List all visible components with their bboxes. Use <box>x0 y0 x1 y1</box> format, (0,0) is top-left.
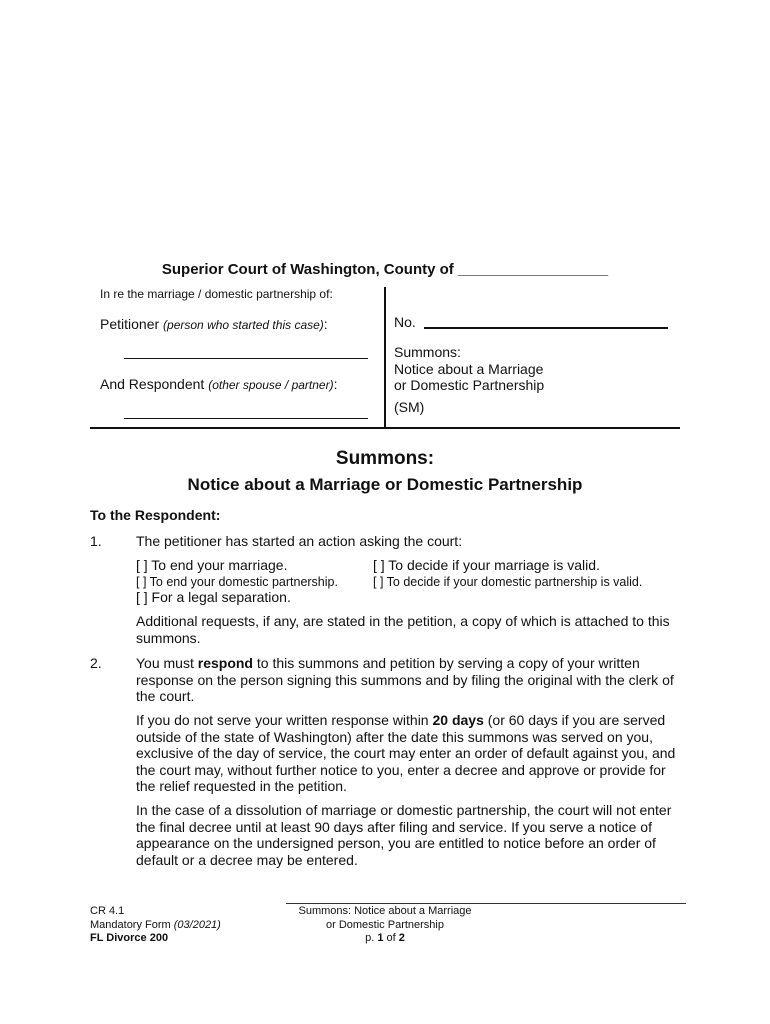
respond-paragraph <box>136 655 674 705</box>
respondent-note: (other spouse / partner) <box>208 378 334 392</box>
caption-line-3: or Domestic Partnership <box>394 377 545 393</box>
petitioner-text: Petitioner <box>100 316 160 332</box>
dissolution-line-3: appearance on the undersigned person, you are entitled to notice before an order of <box>136 835 656 851</box>
footer-center-line-2: or Domestic Partnership <box>326 918 444 931</box>
petitioner-name-line[interactable] <box>124 358 368 359</box>
additional-requests <box>136 613 670 646</box>
footer-center <box>270 905 500 946</box>
footer-page-number <box>270 932 500 946</box>
dissolution-line-1: In the case of a dissolution of marriage or domestic partnership, the court will not enter <box>136 802 672 818</box>
footer-form-id: FL Divorce 200 <box>90 932 169 944</box>
checkbox-end-marriage[interactable]: [ ] To end your marriage. <box>136 557 288 573</box>
dissolution-line-2: the final decree until at least 90 days after filing and service. If you serve a notice of <box>136 818 652 835</box>
caption-line-2: Notice about a Marriage <box>394 360 544 377</box>
footer-page-current: 1 <box>377 932 384 944</box>
document-subtitle: Notice about a Marriage or Domestic Partnership <box>187 475 583 494</box>
item-2-number: 2. <box>90 655 102 671</box>
footer-rule <box>286 903 686 904</box>
document-caption <box>394 344 544 415</box>
respond-pre: You must <box>136 655 198 671</box>
dissolution-paragraph <box>136 802 671 868</box>
footer-page-prefix: p. <box>365 932 378 944</box>
footer-center-line-1: Summons: Notice about a Marriage <box>298 905 472 917</box>
default-line-4: the court may, without further notice to you, enter a decree and approve or provide for <box>136 761 666 778</box>
footer-form-date: (03/2021) <box>173 918 221 931</box>
petitioner-colon: : <box>323 316 328 332</box>
respondent-name-line[interactable] <box>124 418 368 419</box>
additional-line-1: Additional requests, if any, are stated in the petition, a copy of which is attached to this <box>136 613 670 629</box>
case-number-label: No. <box>394 314 416 330</box>
respondent-label <box>100 376 338 392</box>
caption-divider <box>384 287 386 428</box>
checkbox-marriage-valid[interactable]: [ ] To decide if your marriage is valid. <box>373 557 600 573</box>
footer-page-total: 2 <box>398 932 405 944</box>
respond-post: to this summons and petition by serving a copy of your written <box>252 655 640 671</box>
respond-line-3: the court. <box>136 688 195 704</box>
checkbox-end-partnership[interactable]: [ ] To end your domestic partnership. <box>136 575 338 589</box>
respond-line-1 <box>136 655 674 672</box>
item-1-number: 1. <box>90 533 102 549</box>
document-title: Summons: <box>335 448 435 469</box>
default-post: (or 60 days if you are served <box>483 712 666 728</box>
footer-rule-cite: CR 4.1 <box>90 905 125 917</box>
default-line-3: exclusive of the day of service, the court may enter an order of default against you, and <box>136 745 676 761</box>
default-line-2: outside of the state of Washington) after the date this summons was served on you, <box>136 728 653 745</box>
dissolution-line-4: default or a decree may be entered. <box>136 851 358 868</box>
respondent-text: And Respondent <box>100 376 205 392</box>
default-line-5: the relief requested in the petition. <box>136 778 347 794</box>
petitioner-label <box>100 316 328 332</box>
salutation: To the Respondent: <box>90 507 221 523</box>
default-bold: 20 days <box>432 712 484 728</box>
caption-line-1: Summons: <box>394 344 461 360</box>
court-title: Superior Court of Washington, County of __________________ <box>161 261 609 278</box>
default-line-1 <box>136 712 675 729</box>
respond-bold: respond <box>197 655 253 671</box>
additional-line-2: summons. <box>136 629 201 646</box>
petitioner-note: (person who started this case) <box>163 318 324 332</box>
default-paragraph <box>136 712 675 795</box>
checkbox-partnership-valid[interactable]: [ ] To decide if your domestic partnership is valid. <box>373 575 643 589</box>
respondent-colon: : <box>333 376 338 392</box>
caption-bottom-rule <box>90 427 680 429</box>
respond-line-2: response on the person signing this summons and by filing the original with the clerk of <box>136 671 674 688</box>
footer-form-type <box>90 919 221 933</box>
caption-code: (SM) <box>394 398 425 415</box>
footer-page-of: of <box>383 932 399 944</box>
footer-form-type-text: Mandatory Form <box>90 918 174 931</box>
footer-left <box>90 905 221 946</box>
case-number-line[interactable] <box>424 327 668 329</box>
default-pre: If you do not serve your written response within <box>136 712 433 728</box>
in-re-label: In re the marriage / domestic partnership of: <box>100 287 333 301</box>
checkbox-legal-separation[interactable]: [ ] For a legal separation. <box>136 589 291 605</box>
item-1-intro: The petitioner has started an action asking the court: <box>136 533 463 549</box>
